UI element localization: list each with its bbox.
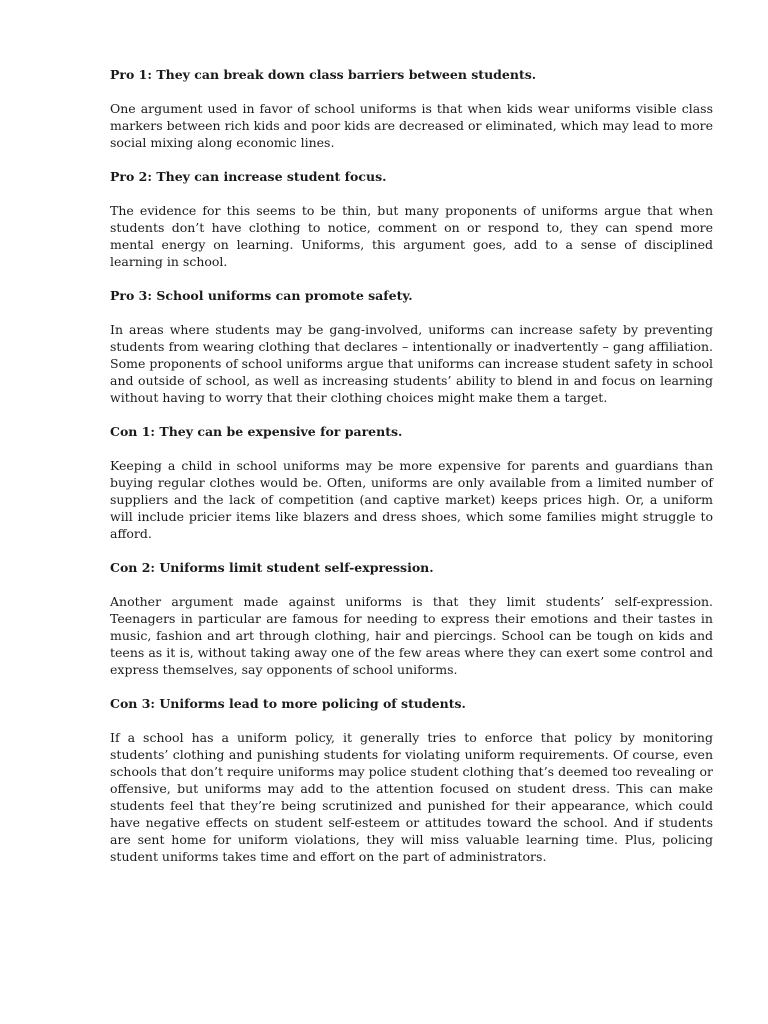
section-heading: Con 2: Uniforms limit student self-expression. [110, 560, 434, 575]
section-heading: Pro 1: They can break down class barriers between students. [110, 67, 537, 82]
section-paragraph: One argument used in favor of school uniforms is that when kids wear uniforms visible class markers between rich kids and poor kids are decreased or eliminated, which may lead to more social mixing along economic lines. [110, 101, 713, 150]
section-paragraph: If a school has a uniform policy, it generally tries to enforce that policy by monitoring students’ clothing and punishing students for violating uniform requirements. Of course, even schools that don’t require uniforms may police student clothing that’s deemed too revealing or offensive, but uniforms may add to the attention focused on student dress. This can make students feel that they’re being scrutinized and punished for their appearance, which could have negative effects on student self-esteem or attitudes toward the school. And if students are sent home for uniform violations, they will miss valuable learning time. Plus, policing student uniforms takes time and effort on the part of administrators. [110, 730, 713, 864]
section-paragraph: The evidence for this seems to be thin, but many proponents of uniforms argue that when students don’t have clothing to notice, comment on or respond to, they can spend more mental energy on learning. Uniforms, this argument goes, add to a sense of disciplined learning in school. [110, 203, 713, 269]
section-heading: Con 1: They can be expensive for parents. [110, 424, 403, 439]
section-con-3 [110, 695, 713, 865]
section-heading: Pro 3: School uniforms can promote safety. [110, 288, 413, 303]
section-paragraph: In areas where students may be gang-involved, uniforms can increase safety by preventing students from wearing clothing that declares – intentionally or inadvertently – gang affiliation. Some proponents of school uniforms argue that uniforms can increase student safety in school and outside of school, as well as increasing students’ ability to blend in and focus on learning without having to worry that their clothing choices might make them a target. [110, 322, 713, 405]
section-pro-2 [110, 168, 713, 270]
section-paragraph: Another argument made against uniforms is that they limit students’ self-expression. Teenagers in particular are famous for needing to express their emotions and their tastes in music, fashion and art through clothing, hair and piercings. School can be tough on kids and teens as it is, without taking away one of the few areas where they can exert some control and express themselves, say opponents of school uniforms. [110, 594, 713, 677]
section-heading: Con 3: Uniforms lead to more policing of students. [110, 696, 466, 711]
section-pro-3 [110, 287, 713, 406]
section-paragraph: Keeping a child in school uniforms may be more expensive for parents and guardians than buying regular clothes would be. Often, uniforms are only available from a limited number of suppliers and the lack of competition (and captive market) keeps prices high. Or, a uniform will include pricier items like blazers and dress shoes, which some families might struggle to afford. [110, 458, 713, 541]
section-con-2 [110, 559, 713, 678]
section-con-1 [110, 423, 713, 542]
document-page [110, 66, 713, 882]
section-pro-1 [110, 66, 713, 151]
section-heading: Pro 2: They can increase student focus. [110, 169, 387, 184]
